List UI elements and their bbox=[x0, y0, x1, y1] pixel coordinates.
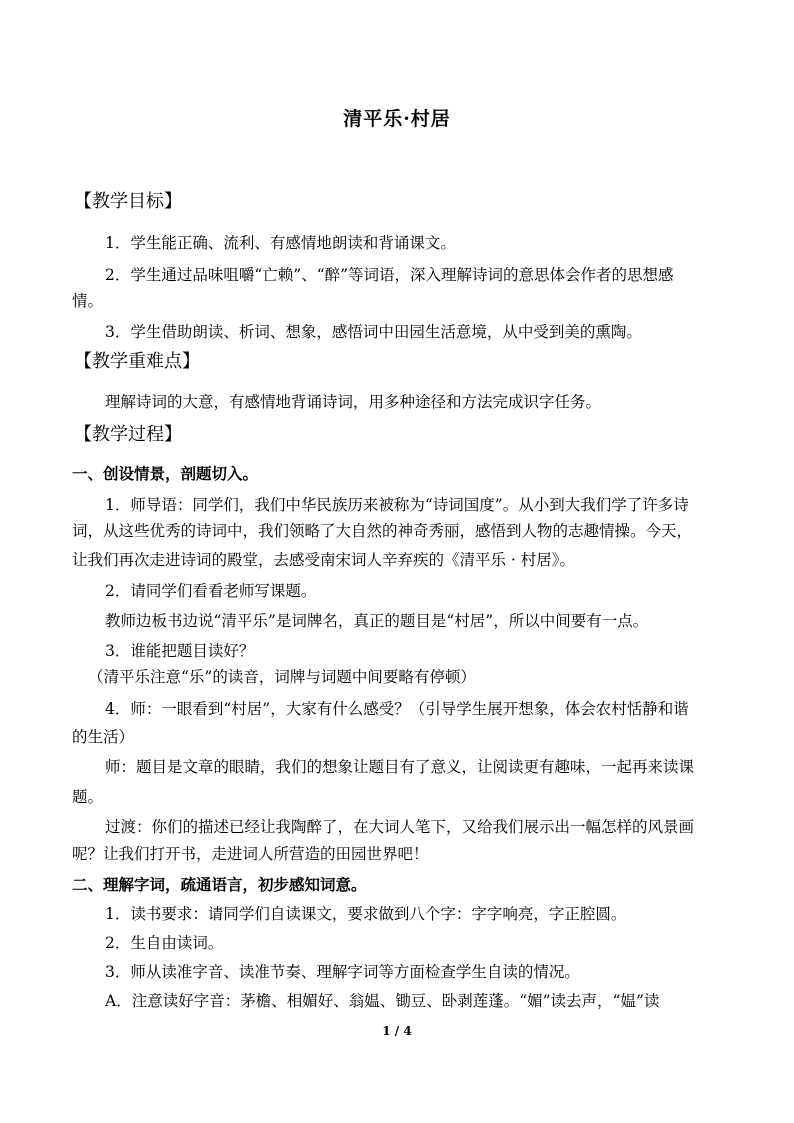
para-5-line-1: 师：题目是文章的眼睛，我们的想象让题目有了意义，让阅读更有趣味，一起再来读课 bbox=[105, 758, 695, 776]
para-2-board: 教师边板书边说“清平乐”是词牌名，真正的题目是“村居”，所以中间要有一点。 bbox=[105, 612, 649, 630]
para-6-line-1: 过渡：你们的描述已经让我陶醉了，在大词人笔下，又给我们展示出一幅怎样的风景画 bbox=[105, 818, 695, 836]
key-point-text: 理解诗词的大意，有感情地背诵诗词，用多种途径和方法完成识字任务。 bbox=[105, 393, 602, 411]
sec2-item-1: 1．读书要求：请同学们自读课文，要求做到八个字：字字响亮，字正腔圆。 bbox=[105, 905, 627, 923]
page-number: 1 / 4 bbox=[382, 1024, 412, 1038]
goal-2-line-2: 情。 bbox=[72, 292, 104, 310]
para-5-line-2: 题。 bbox=[72, 788, 104, 806]
goal-1: 1．学生能正确、流利、有感情地朗读和背诵课文。 bbox=[105, 234, 456, 252]
sec2-item-3: 3．师从读准字音、读准节奏、理解字词等方面检查学生自读的情况。 bbox=[105, 963, 580, 981]
para-1-line-1: 1．师导语：同学们，我们中华民族历来被称为“诗词国度”。从小到大我们学了许多诗 bbox=[105, 496, 689, 514]
para-6-line-2: 呢？让我们打开书，走进词人所营造的田园世界吧！ bbox=[72, 845, 429, 863]
para-4-line-1: 4．师：一眼看到“村居”，大家有什么感受？（引导学生展开想象，体会农村恬静和谐 bbox=[105, 700, 689, 718]
page-title: 清平乐·村居 bbox=[343, 108, 451, 130]
para-3: 3．谁能把题目读好？ bbox=[105, 642, 255, 660]
para-4-line-2: 的生活） bbox=[72, 728, 135, 746]
goal-2-line-1: 2．学生通过品味咀嚼“亡赖”、“醉”等词语，深入理解诗词的意思体会作者的思想感 bbox=[105, 266, 674, 284]
section-2-heading: 二、理解字词，疏通语言，初步感知词意。 bbox=[72, 875, 367, 894]
goal-3: 3．学生借助朗读、析词、想象，感悟词中田园生活意境，从中受到美的熏陶。 bbox=[105, 323, 642, 341]
section-1-heading: 一、创设情景，剖题切入。 bbox=[72, 464, 259, 483]
para-1-line-3: 让我们再次走进诗词的殿堂，去感受南宋词人辛弃疾的《清平乐 · 村居》。 bbox=[72, 551, 576, 569]
heading-teaching-goals: 【教学目标】 bbox=[74, 191, 182, 212]
para-3-note: （清平乐注意“乐”的读音，词牌与词题中间要略有停顿） bbox=[88, 668, 476, 686]
sec2-item-2: 2．生自由读词。 bbox=[105, 934, 224, 952]
sec2-item-4: A．注意读好字音：茅檐、相媚好、翁媪、锄豆、卧剥莲蓬。“媚”读去声，“媪”读 bbox=[105, 992, 660, 1010]
heading-teaching-process: 【教学过程】 bbox=[74, 424, 182, 445]
para-2: 2．请同学们看看老师写课题。 bbox=[105, 582, 317, 600]
para-1-line-2: 词，从这些优秀的诗词中，我们领略了大自然的神奇秀丽，感悟到人物的志趣情操。今天， bbox=[72, 522, 693, 540]
heading-key-points: 【教学重难点】 bbox=[74, 351, 200, 372]
